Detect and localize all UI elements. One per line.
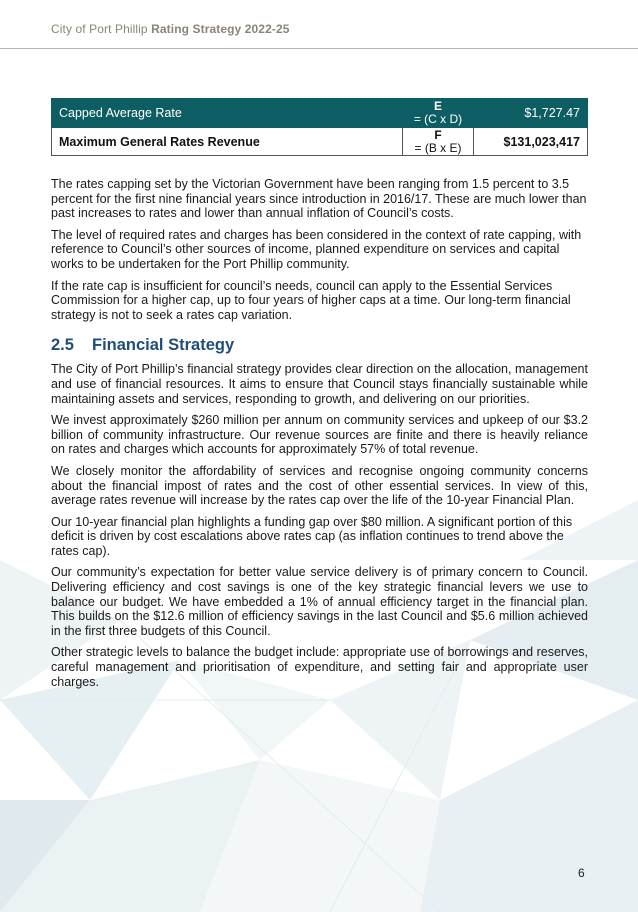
section-title: Financial Strategy	[92, 336, 235, 355]
page-number: 6	[578, 866, 585, 880]
formula-expression: = (B x E)	[414, 140, 462, 155]
paragraph: We invest approximately $260 million per annum on community services and upkeep of our $3.2 billion of community infrastructure. Our revenue sources are finite and there is heavily reliance on rates and charges which accounts for approximately 57% of total revenue.	[51, 413, 588, 457]
row-formula	[403, 99, 474, 128]
paragraph: We closely monitor the affordability of services and recognise ongoing community concerns about the financial impost of rates and the cost of other essential services. In view of this, average rates revenue will increase by the rates cap over the life of the 10-year Financial Plan.	[51, 463, 588, 508]
header-document-title: Rating Strategy 2022-25	[151, 22, 290, 36]
body-content	[51, 177, 588, 696]
paragraph: If the rate cap is insufficient for council’s needs, council can apply to the Essential Services Commission for a higher cap, up to four years of higher caps at a time. Our long-term financial strategy is not to seek a rates cap variation.	[51, 278, 571, 322]
section-number: 2.5	[51, 336, 74, 355]
rates-table	[51, 98, 588, 156]
header-title	[51, 22, 290, 36]
row-value: $131,023,417	[474, 128, 588, 156]
paragraph: The rates capping set by the Victorian Government have been ranging from 1.5 percent to 3.5 percent for the first nine financial years since introduction in 2016/17. These are much lower than past increases to rates and lower than annual inflation of Council’s costs.	[51, 177, 587, 221]
section-heading	[51, 336, 588, 355]
paragraph: Our community’s expectation for better value service delivery is of primary concern to Council. Delivering efficiency and cost savings is one of the key strategic financial levers we use to balance our budget. We have embedded a 1% of annual efficiency target in the financial plan. This builds on the $12.6 million of efficiency savings in the last Council and $5.6 million achieved in the first three budgets of this Council.	[51, 565, 588, 638]
table-row	[52, 99, 588, 128]
page-header	[0, 0, 638, 49]
paragraph: Other strategic levels to balance the budget include: appropriate use of borrowings and reserves, careful management and prioritisation of expenditure, and setting fair and appropriate user charges.	[51, 645, 588, 689]
formula-letter: F	[434, 127, 442, 142]
row-value: $1,727.47	[474, 99, 588, 128]
formula-letter: E	[433, 99, 442, 113]
paragraph: The level of required rates and charges has been considered in the context of rate capping, with reference to Council’s other sources of income, planned expenditure on services and capital works to be undertaken for the Port Phillip community.	[51, 227, 582, 271]
row-formula	[403, 128, 474, 156]
paragraph: Our 10-year financial plan highlights a funding gap over $80 million. A significant portion of this deficit is driven by cost escalations above rates cap (as inflation continues to trend above the rates cap).	[51, 514, 573, 558]
row-label: Capped Average Rate	[52, 99, 403, 128]
table-row	[52, 128, 588, 156]
header-prefix: City of Port Phillip	[51, 22, 148, 36]
paragraph: The City of Port Phillip’s financial strategy provides clear direction on the allocation, management and use of financial resources. It aims to ensure that Council stays financially sustainable while maintaining assets and services, responding to growth, and delivering on our priorities.	[51, 362, 588, 406]
formula-expression: = (C x D)	[413, 112, 463, 126]
row-label: Maximum General Rates Revenue	[52, 128, 403, 156]
